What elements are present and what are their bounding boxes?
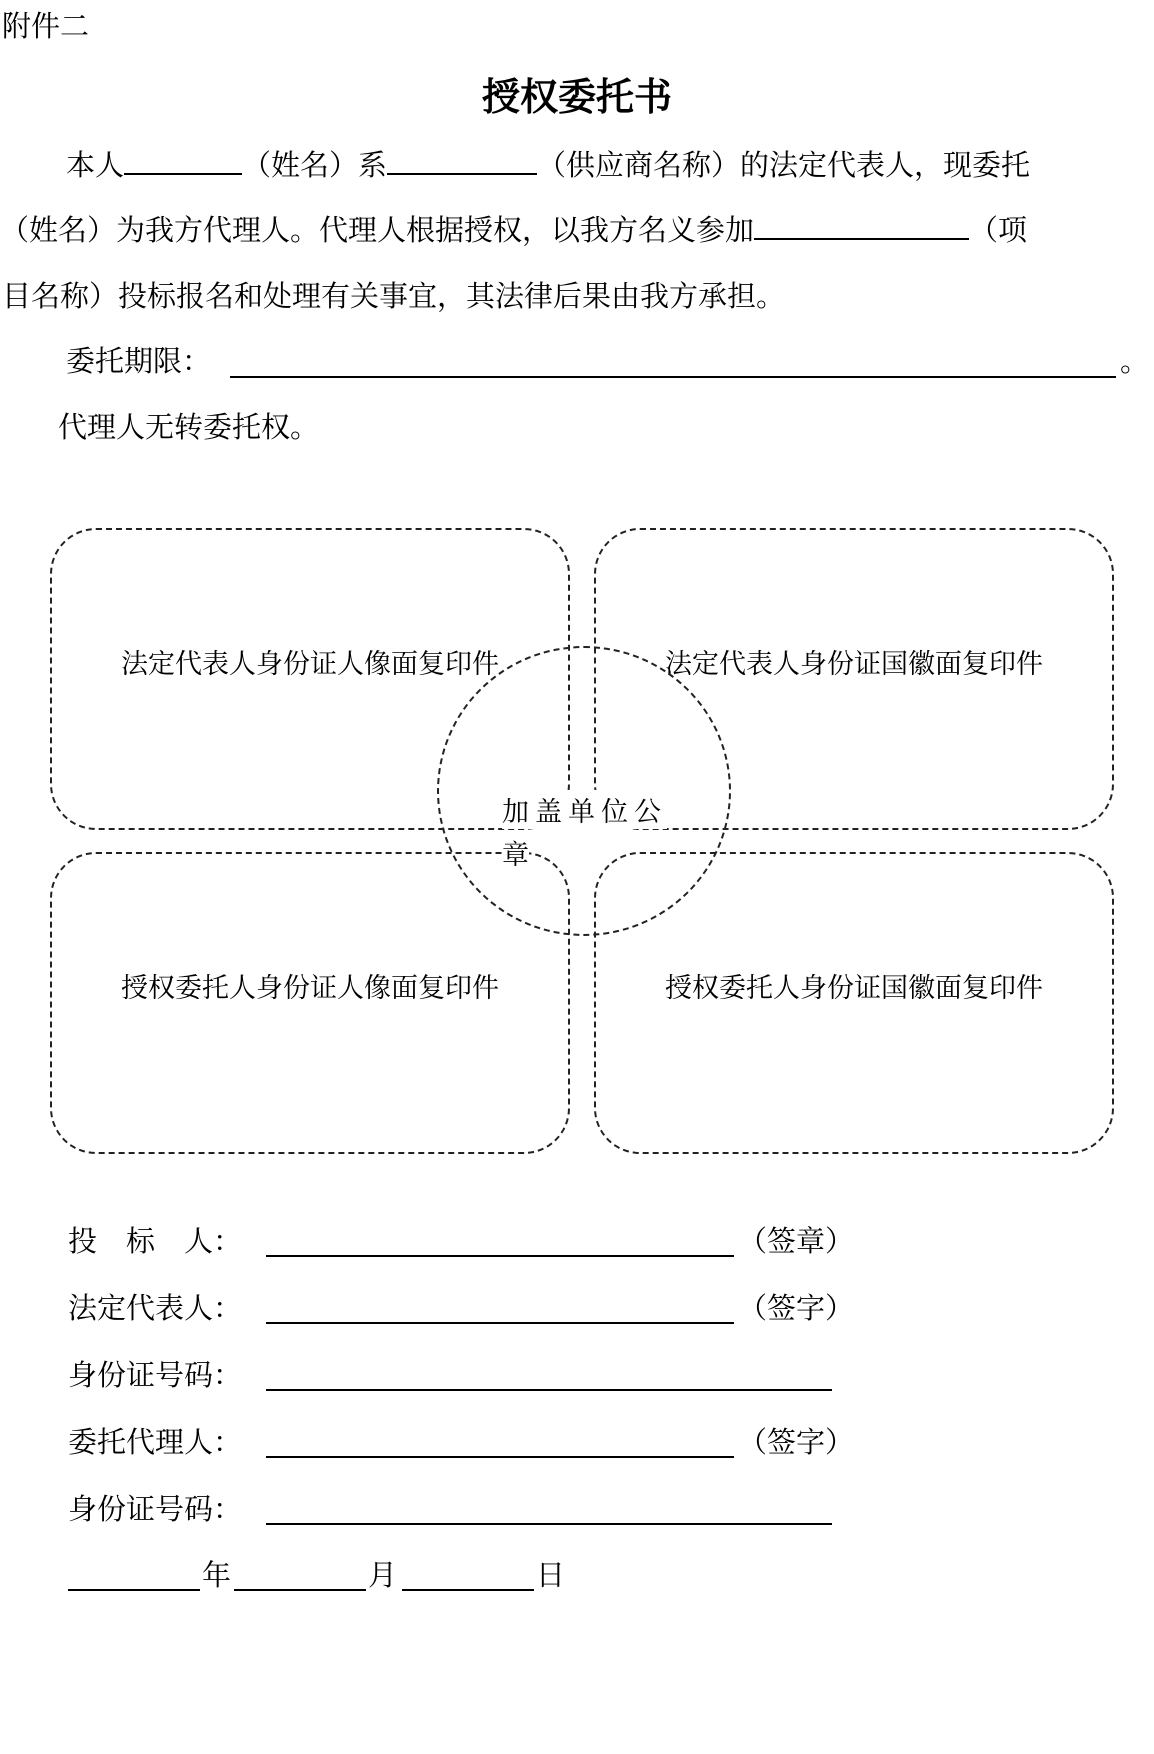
id-number-line[interactable]	[266, 1389, 832, 1391]
month-blank[interactable]	[234, 1589, 366, 1591]
id-number-line[interactable]	[266, 1523, 832, 1525]
year-label: 年	[202, 1558, 232, 1592]
agent-suffix: （签字）	[738, 1425, 855, 1459]
legal-rep-suffix: （签字）	[738, 1291, 855, 1325]
day-blank[interactable]	[402, 1589, 534, 1591]
id-number-row-1	[68, 1358, 1068, 1392]
legal-rep-label: 法定代表人：	[68, 1291, 243, 1325]
year-blank[interactable]	[68, 1589, 200, 1591]
legal-rep-signature-line[interactable]	[266, 1322, 734, 1324]
term-blank[interactable]	[230, 376, 1116, 378]
text-segment: （姓名）系	[242, 148, 388, 182]
text-segment: 本人	[66, 148, 125, 182]
supplier-blank[interactable]	[387, 151, 537, 175]
id-number-label: 身份证号码：	[68, 1358, 243, 1392]
paragraph-line-3: 目名称）投标报名和处理有关事宜，其法律后果由我方承担。	[2, 279, 786, 313]
page-title: 授权委托书	[481, 74, 672, 119]
text-segment: （供应商名称）的法定代表人，现委托	[537, 148, 1031, 182]
term-row	[66, 344, 211, 378]
bidder-label: 投 标 人：	[68, 1224, 243, 1258]
attachment-label: 附件二	[2, 9, 90, 43]
bidder-signature-line[interactable]	[266, 1255, 734, 1257]
agent-signature-line[interactable]	[266, 1456, 734, 1458]
name-blank[interactable]	[124, 151, 242, 175]
agent-label: 委托代理人：	[68, 1425, 243, 1459]
term-label: 委托期限：	[66, 344, 212, 378]
text-segment: （项	[969, 213, 1028, 247]
day-label: 日	[536, 1558, 566, 1592]
term-end: 。	[1120, 344, 1150, 378]
paragraph-line-2	[0, 213, 1027, 247]
seal-label-line-2: 章	[502, 833, 529, 872]
project-blank[interactable]	[754, 216, 969, 240]
box-label: 授权委托人身份证人像面复印件	[121, 973, 499, 1004]
box-label: 法定代表人身份证人像面复印件	[121, 649, 499, 680]
bidder-row	[68, 1224, 1068, 1258]
text-segment: （姓名）为我方代理人。代理人根据授权，以我方名义参加	[0, 213, 755, 247]
id-number-row-2	[68, 1492, 1068, 1526]
paragraph-line-1	[66, 148, 1030, 182]
box-label: 授权委托人身份证国徽面复印件	[665, 973, 1043, 1004]
id-number-label: 身份证号码：	[68, 1492, 243, 1526]
month-label: 月	[368, 1558, 398, 1592]
legal-rep-row	[68, 1291, 1068, 1325]
box-label: 法定代表人身份证国徽面复印件	[665, 649, 1043, 680]
bidder-suffix: （签章）	[738, 1224, 855, 1258]
agent-row	[68, 1425, 1068, 1459]
no-subdelegation-note: 代理人无转委托权。	[58, 410, 320, 444]
seal-label-line-1: 加盖单位公	[502, 790, 667, 829]
